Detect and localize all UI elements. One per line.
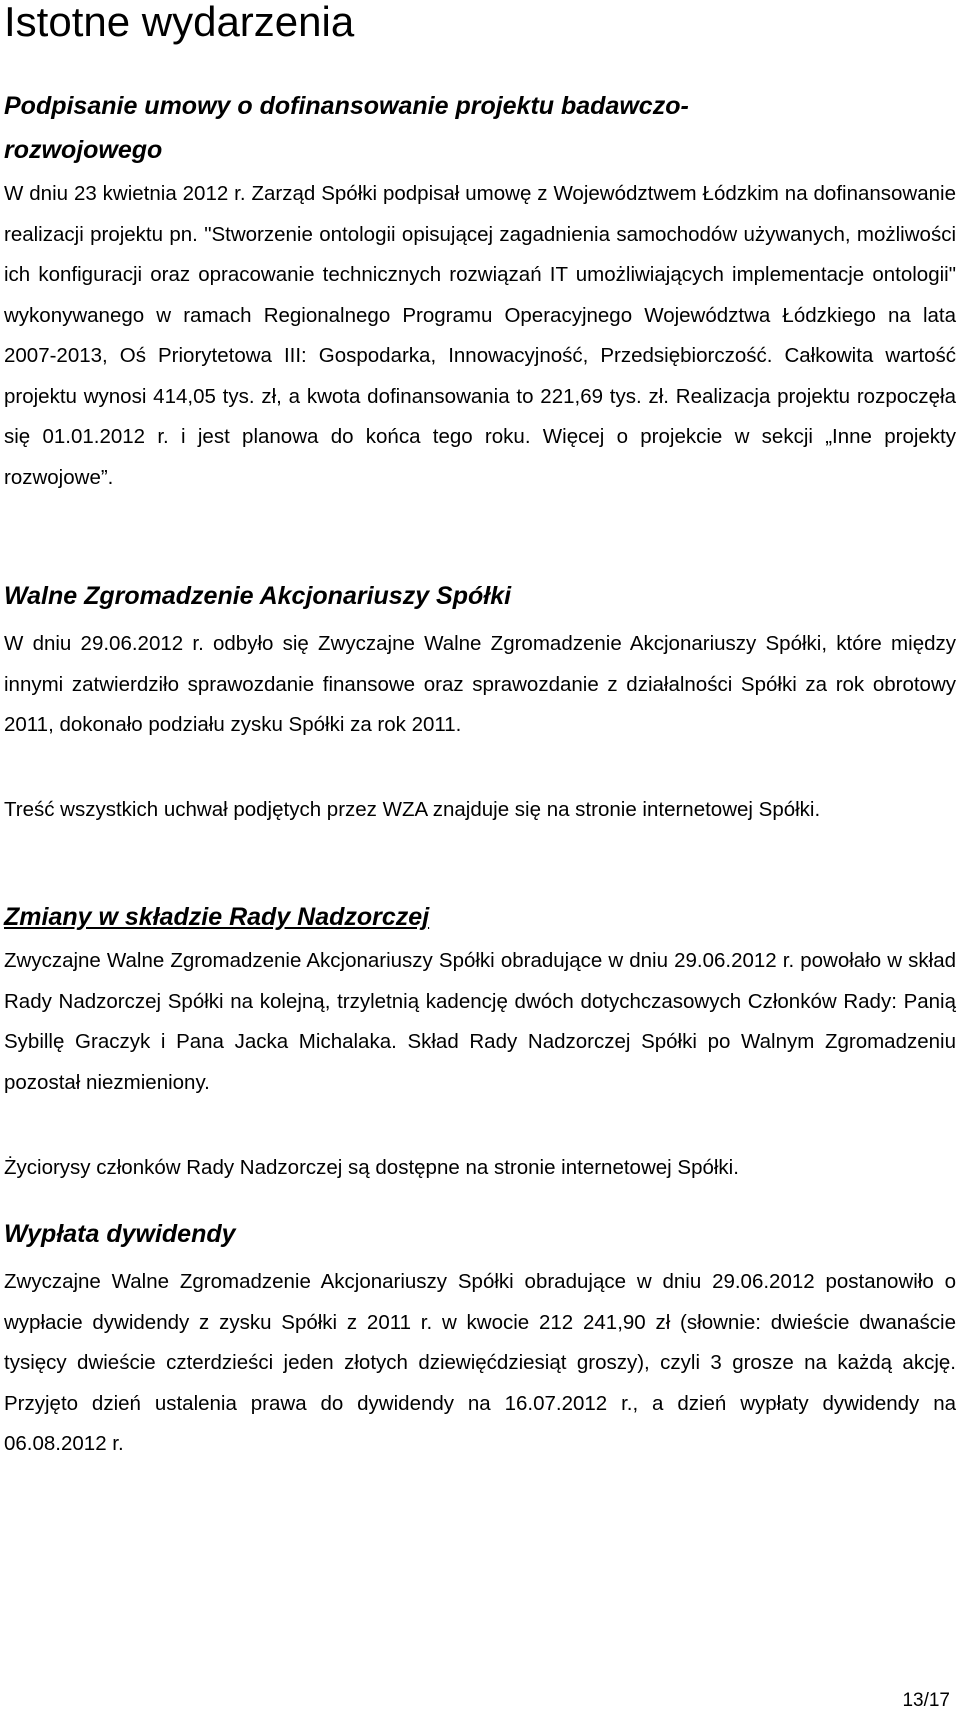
paragraph-supervisory-board: Zwyczajne Walne Zgromadzenie Akcjonariuszy Spółki obradujące w dniu 29.06.2012 r. powołało w skład Rady Nadzorczej Spółki na kolejną, trzyletnią kadencję dwóch dotychczasowych Członków Rady: Panią Sybillę Graczyk i Pana Jacka Michalaka. Skład Rady Nadzorczej Spółki po Walnym Zgromadzeniu pozostał niezmieniony.	[4, 949, 956, 1094]
paragraph-dividend: Zwyczajne Walne Zgromadzenie Akcjonariuszy Spółki obradujące w dniu 29.06.2012 postanowiło o wypłacie dywidendy z zysku Spółki z 2011 r. w kwocie 212 241,90 zł (słownie: dwieście dwanaście tysięcy dwieście czterdzieści jeden złotych dziewięćdziesiąt groszy), czyli 3 grosze na każdą akcję. Przyjęto dzień ustalenia prawa do dywidendy na 16.07.2012 r., a dzień wypłaty dywidendy na 06.08.2012 r.	[4, 1270, 956, 1455]
section-heading-grant-agreement: Podpisanie umowy o dofinansowanie projektu badawczo-rozwojowego	[4, 92, 689, 164]
paragraph-general-meeting: W dniu 29.06.2012 r. odbyło się Zwyczajne Walne Zgromadzenie Akcjonariuszy Spółki, które między innymi zatwierdziło sprawozdanie finansowe oraz sprawozdanie z działalności Spółki za rok obrotowy 2011, dokonało podziału zysku Spółki za rok 2011.	[4, 632, 956, 736]
page-title: Istotne wydarzenia	[4, 0, 355, 45]
section-heading-general-meeting: Walne Zgromadzenie Akcjonariuszy Spółki	[4, 582, 512, 610]
page-number: 13/17	[902, 1690, 950, 1711]
paragraph-grant-agreement: W dniu 23 kwietnia 2012 r. Zarząd Spółki podpisał umowę z Województwem Łódzkim na dofinansowanie realizacji projektu pn. "Stworzenie ontologii opisującej zagadnienia samochodów używanych, możliwości ich konfiguracji oraz opracowanie technicznych rozwiązań IT umożliwiających implementacje ontologii" wykonywanego w ramach Regionalnego Programu Operacyjnego Województwa Łódzkiego na lata 2007-2013, Oś Priorytetowa III: Gospodarka, Innowacyjność, Przedsiębiorczość. Całkowita wartość projektu wynosi 414,05 tys. zł, a kwota dofinansowania to 221,69 tys. zł. Realizacja projektu rozpoczęła się 01.01.2012 r. i jest planowa do końca tego roku. Więcej o projekcie w sekcji „Inne projekty rozwojowe”.	[4, 182, 956, 489]
section-heading-supervisory-board: Zmiany w składzie Rady Nadzorczej	[4, 903, 430, 931]
paragraph-board-cvs: Życiorysy członków Rady Nadzorczej są dostępne na stronie internetowej Spółki.	[4, 1156, 739, 1179]
paragraph-resolutions: Treść wszystkich uchwał podjętych przez WZA znajduje się na stronie internetowej Spółki.	[4, 798, 821, 821]
section-heading-dividend: Wypłata dywidendy	[4, 1220, 236, 1248]
